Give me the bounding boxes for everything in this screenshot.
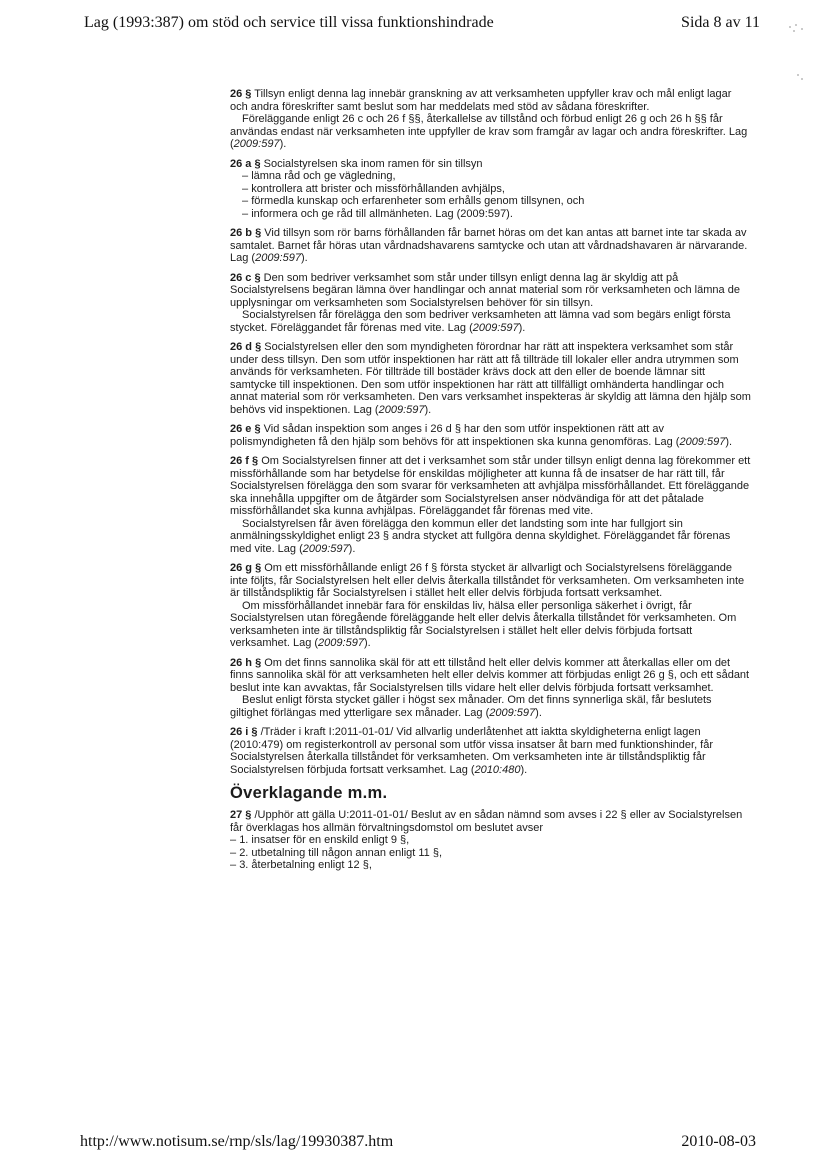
law-reference: 2009:597 [378, 403, 425, 416]
paragraph-text: Socialstyrelsen eller den som myndigheten förordnar har rätt att inspektera verksamhet som står under dess tillsyn. Den som utför inspektionen har rätt att få tillträde till lokaler eller andra utrymmen som används för verksamheten. För tillträde till bostäder krävs dock att den eller de boende lämnar sitt samtycke till inspektionen. Den som utför inspektionen har rätt att tillfälligt omhänderta handlingar och annat material som rör verksamheten. Den vars verksamhet inspekteras är skyldig att lämna den hjälp som behövs vid inspektionen. Lag ( [230, 341, 751, 416]
law-reference: 2009:597 [679, 435, 726, 448]
section-paragraph [230, 309, 752, 334]
law-section [230, 227, 752, 265]
list-item: – 2. utbetalning till någon annan enligt 11 §, [230, 847, 752, 860]
section-paragraph [230, 341, 752, 416]
chapter-heading: Överklagande m.m. [230, 784, 388, 802]
law-section [230, 272, 752, 335]
document-body [230, 88, 752, 879]
section-number: 26 i § [230, 726, 258, 738]
law-reference: 2009:597 [318, 637, 364, 649]
page-number: Sida 8 av 11 [681, 14, 760, 31]
paragraph-text-end: ). [518, 321, 526, 334]
scan-specks [785, 22, 815, 92]
section-paragraph [230, 88, 752, 113]
law-section [230, 341, 752, 416]
paragraph-text: Beslut enligt första stycket gäller i högst sex månader. Om det finns synnerliga skäl, får beslutets giltighet förlängas med ytterligare sex månader. Lag ( [230, 694, 712, 719]
law-reference: 2009:597 [472, 321, 519, 334]
paragraph-text: Socialstyrelsen får förelägga den som bedriver verksamheten att lämna vad som begärs enligt första stycket. Föreläggandet får förenas med vite. Lag ( [230, 309, 731, 334]
list-item: – informera och ge råd till allmänheten. Lag (2009:597). [242, 208, 752, 221]
paragraph-text: Om det finns sannolika skäl för att ett tillstånd helt eller delvis kommer att återkallas eller om det finns sannolika skäl för att verksamheten helt eller delvis kommer att förbjudas enligt 26 g §, och ett sådant beslut inte kan avvaktas, får Socialstyrelsen tills vidare helt eller delvis förbjuda fortsatt verksamhet. [230, 656, 750, 694]
bullet-list [230, 170, 752, 220]
section-paragraph [230, 600, 752, 650]
section-paragraph [230, 455, 752, 518]
numbered-list [230, 834, 752, 872]
section-number: 26 h § [230, 656, 262, 669]
section-number: 26 d § [230, 341, 262, 353]
paragraph-text-end: ). [535, 706, 542, 719]
section-number: 26 f § [230, 455, 259, 467]
section-paragraph [230, 726, 752, 776]
section-number: 26 g § [230, 562, 262, 574]
source-url: http://www.notisum.se/rnp/sls/lag/19930387.htm [80, 1133, 394, 1150]
paragraph-text: /Träder i kraft I:2011-01-01/ Vid allvarlig underlåtenhet att iaktta skyldigheterna enligt lagen (2010:479) om registerkontroll av personal som utför vissa insatser åt barn med funktionshinder, får Socialstyrelsen återkalla tillståndet för verksamheten. Om verksamheten inte är tillståndspliktig får Socialstyrelsen förbjuda fortsatt verksamhet. Lag ( [230, 726, 714, 776]
section-paragraph [230, 562, 752, 600]
paragraph-text: Vid tillsyn som rör barns förhållanden får barnet höras om det kan antas att barnet inte tar skada av samtalet. Barnet får höras utan vårdnadshavarens samtycke och utan att vårdnadshavaren är närvarande. Lag ( [230, 227, 748, 264]
section-paragraph [230, 113, 752, 151]
law-section [230, 726, 752, 776]
section-paragraph [230, 158, 752, 171]
section-number: 26 c § [230, 271, 261, 284]
print-date: 2010-08-03 [681, 1133, 756, 1150]
law-reference: 2009:597 [489, 706, 536, 719]
law-section [230, 657, 752, 720]
paragraph-text-end: ). [520, 763, 528, 776]
law-reference: 2010:480 [474, 763, 521, 776]
list-item: – kontrollera att brister och missförhållanden avhjälps, [242, 183, 752, 196]
paragraph-text: Om Socialstyrelsen finner att det i verksamhet som står under tillsyn enligt denna lag förekommer ett missförhållande som har betydelse för enskildas möjligheter att kunna få de insatser de har rätt till, får Socialstyrelsen förelägga den som svarar för verksamheten att avhjälpa missförhållandet. Ett föreläggande ska innehålla uppgifter om de åtgärder som Socialstyrelsen anser nödvändiga för att det påtalade missförhållandet ska kunna avhjälpas. Föreläggandet får förenas med vite. [230, 455, 751, 517]
paragraph-text-end: ). [725, 435, 733, 448]
section-number: 26 a § [230, 157, 261, 170]
paragraph-text-end: ). [363, 637, 371, 649]
section-paragraph [230, 272, 752, 310]
section-paragraph [230, 694, 752, 719]
law-reference: 2009:597 [233, 138, 280, 150]
paragraph-text: /Upphör att gälla U:2011-01-01/ Beslut av en sådan nämnd som avses i 22 § eller av Socialstyrelsen får överklagas hos allmän förvaltningsdomstol om beslutet avser [230, 809, 743, 834]
law-section [230, 88, 752, 151]
page-footer [80, 1133, 756, 1155]
law-section [230, 562, 752, 650]
paragraph-text: Socialstyrelsen ska inom ramen för sin tillsyn [260, 157, 483, 170]
list-item: – 3. återbetalning enligt 12 §, [230, 859, 752, 872]
law-section [230, 809, 752, 872]
paragraph-text: Föreläggande enligt 26 c och 26 f §§, återkallelse av tillstånd och förbud enligt 26 g och 26 h §§ får användas endast när verksamheten inte uppfyller de krav som framgår av lagar och andra föreskrifter. Lag ( [230, 113, 748, 150]
paragraph-text-end: ). [279, 138, 287, 150]
paragraph-text: Tillsyn enligt denna lag innebär granskning av att verksamheten uppfyller krav och mål enligt lagar och andra föreskrifter samt beslut som har meddelats med stöd av sådana föreskrifter. [230, 88, 732, 113]
section-paragraph [230, 809, 752, 834]
page-header [84, 14, 764, 38]
section-paragraph [230, 518, 752, 556]
law-reference: 2009:597 [255, 252, 301, 264]
paragraph-text: Om ett missförhållande enligt 26 f § första stycket är allvarligt och Socialstyrelsens föreläggande inte följts, får Socialstyrelsen helt eller delvis återkalla tillståndet för verksamheten. Om verksamheten inte är tillståndspliktig får Socialstyrelsen i stället helt eller delvis förbjuda fortsatt verksamhet. [230, 562, 745, 599]
paragraph-text: Socialstyrelsen får även förelägga den kommun eller det landsting som inte har fullgjort sin anmälningsskyldighet enligt 23 § andra stycket att fullgöra denna skyldighet. Föreläggandet får förenas med vite. Lag ( [230, 517, 731, 555]
section-paragraph [230, 657, 752, 695]
paragraph-text-end: ). [348, 542, 356, 555]
section-number: 26 e § [230, 423, 261, 435]
paragraph-text-end: ). [300, 252, 308, 264]
list-item: – 1. insatser för en enskild enligt 9 §, [230, 834, 752, 847]
list-item: – förmedla kunskap och erfarenheter som erhålls genom tillsynen, och [242, 195, 752, 208]
section-paragraph [230, 423, 752, 448]
section-number: 26 § [230, 88, 252, 100]
paragraph-text-end: ). [424, 403, 432, 416]
law-section [230, 455, 752, 555]
law-section [230, 423, 752, 448]
paragraph-text: Vid sådan inspektion som anges i 26 d § har den som utför inspektionen rätt att av polismyndigheten få den hjälp som behövs för att inspektionen ska kunna genomföras. Lag ( [230, 423, 680, 448]
law-section [230, 158, 752, 221]
paragraph-text: Den som bedriver verksamhet som står under tillsyn enligt denna lag är skyldig att på Socialstyrelsens begäran lämna över handlingar och annat material som rör verksamheten och lämna de upplysningar om verksamheten som Socialstyrelsen behöver för sin tillsyn. [230, 271, 740, 309]
section-number: 27 § [230, 809, 252, 821]
list-item: – lämna råd och ge vägledning, [242, 170, 752, 183]
section-paragraph [230, 227, 752, 265]
document-title: Lag (1993:387) om stöd och service till vissa funktionshindrade [84, 14, 494, 31]
law-reference: 2009:597 [302, 542, 349, 555]
section-number: 26 b § [230, 227, 262, 239]
paragraph-text: Om missförhållandet innebär fara för enskildas liv, hälsa eller personliga säkerhet i övrigt, får Socialstyrelsen utan föregående föreläggande helt eller delvis återkalla tillståndet för verksamheten. Om verksamheten inte är tillståndspliktig får Socialstyrelsen i stället helt eller delvis förbjuda fortsatt verksamhet. Lag ( [230, 599, 737, 649]
